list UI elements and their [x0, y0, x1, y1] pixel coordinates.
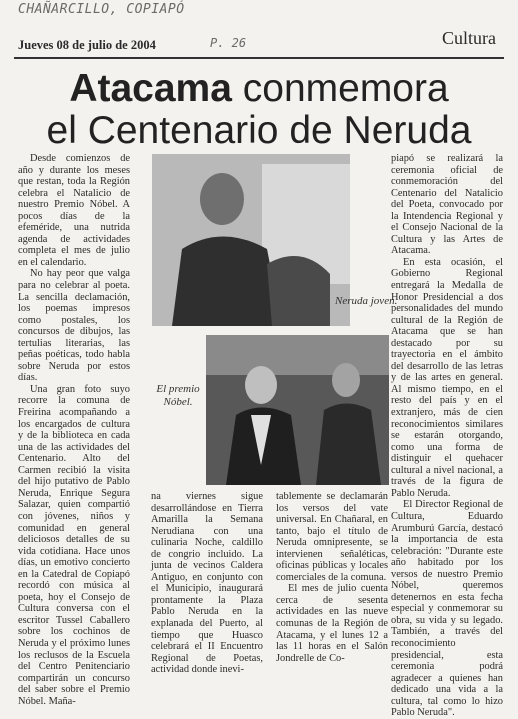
photo-nobel-image	[206, 335, 389, 485]
article-paragraph: piapó se realizará la ceremonia oficial de conmemoración del Centenario del Natalicio del Poeta, convocado por la Intendencia Regional y el Consejo Nacional de la Cultura y las Artes de Atacama.	[391, 153, 503, 257]
headline	[0, 68, 518, 152]
dateline: Jueves 08 de julio de 2004	[18, 38, 156, 52]
photo-nobel	[206, 335, 389, 485]
article-column-1	[18, 153, 130, 707]
photo-neruda-young	[152, 154, 350, 326]
caption-neruda-young: Neruda joven.	[335, 295, 398, 307]
headline-line-2: el Centenario de Neruda	[46, 109, 472, 152]
caption-nobel: El premio Nóbel.	[156, 383, 200, 408]
handwritten-place-note: CHAÑARCILLO, COPIAPÓ	[18, 2, 185, 17]
photo-neruda-young-image	[152, 154, 350, 326]
article-paragraph: Una gran foto suyo recorre la comuna de Freirina acompañando a los encargados de cultura y de la biblioteca en cada una de las actividades del Centenario. Alto del Carmen recibió la visita del hijo putativo de Pablo Neruda, Enrique Segura Salazar, quien compartió con jóvenes, niños y comunidad en general deliciosos detalles de su vida cotidiana. Hace unos días, un emotivo concierto en la Catedral de Copiapó recordó con música al poeta, hoy el Consejo de Cultura conversa con el escritor Tussel Caballero sobre los cochinos de Neruda y el próximo lunes los reclusos de la Escuela del Centro Penitenciario compartirán un concurso del saber sobre el Premio Nóbel. Maña-	[18, 383, 130, 707]
section-title: Cultura	[442, 28, 496, 48]
headline-line-1	[0, 68, 518, 110]
headline-rest: conmemora	[231, 67, 449, 110]
article-column-2	[151, 491, 263, 676]
article-paragraph: na viernes sigue desarrollándose en Tierra Amarilla la Semana Nerudiana con una culinaria Noche, caldillo de congrio incluido. La junta de vecinos Caldera Antiguo, en conjunto con el Municipio, inaugurará prontamente la Plaza Pablo Neruda en la explanada del Puerto, al tiempo que Huasco celebrará el II Encuentro Regional de Poetas, actividad donde inevi-	[151, 491, 263, 676]
article-paragraph: En esta ocasión, el Gobierno Regional entregará la Medalla de Honor Presidencial a dos personalidades del mundo cultural de la Región de Atacama que se han destacado por su trayectoria en el ámbito del desarrollo de las letras y de las artes en general. Al mismo tiempo, en el resto del país y en el extranjero, más de cien reconocimientos similares se estarán otorgando, como una forma de distinguir el quehacer cultural a nivel nacional, a través de la figura de Pablo Neruda.	[391, 256, 503, 499]
article-paragraph: Desde comienzos de año y durante los meses que restan, toda la Región celebra el Natalicio de nuestro Premio Nóbel. A pocos días de la efeméride, una nutrida agenda de actividades completa el mes de julio en el calendario.	[18, 153, 130, 268]
article-paragraph: El Director Regional de Cultura, Eduardo Arumburú García, destacó la importancia de esta celebración: "Durante este año habitado por los versos de nuestro Premio Nóbel, queremos detenernos en esta fecha especial y conmemorar su obra, su vida y su legado. También, a través del reconocimiento presidencial, esta ceremonia podrá agradecer a quienes han dedicado una vida a la cultura, tal como lo hizo Pablo Neruda".	[391, 499, 503, 719]
handwritten-page-note: P. 26	[210, 36, 247, 50]
article-paragraph: No hay peor que valga para no celebrar al poeta. La sencilla declamación, los poemas impresos como postales, los concursos de dibujos, las tertulias literarias, las peñas poéticas, todo habla sobre Neruda por estos días.	[18, 268, 130, 384]
article-column-3	[276, 491, 388, 664]
header-rule	[14, 57, 504, 59]
article-paragraph: tablemente se declamarán los versos del vate universal. En Chañaral, en tanto, bajo el título de Neruda omnipresente, se intervienen señaléticas, oficinas públicas y locales comerciales de la comuna.	[276, 491, 388, 583]
article-column-4	[391, 153, 503, 719]
headline-bold: Atacama	[69, 67, 232, 110]
article-paragraph: El mes de julio cuenta cerca de sesenta actividades en las nueve comunas de la Región de Atacama, y el lunes 12 a las 11 horas en el Salón Jondrelle de Co-	[276, 583, 388, 664]
